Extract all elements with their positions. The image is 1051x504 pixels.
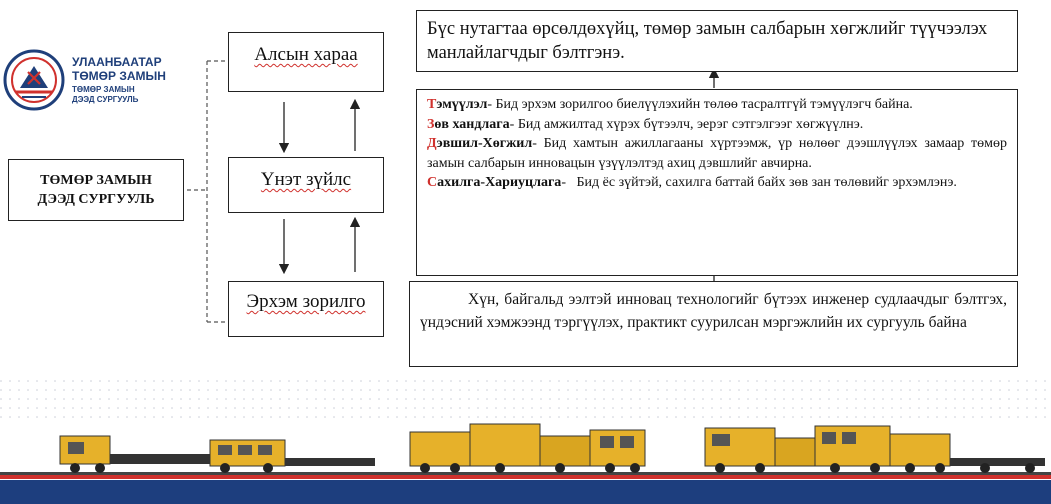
mission-text-box (409, 281, 1018, 367)
train-illustration-icon (0, 414, 1051, 504)
values-box-label: Үнэт зүйлс (260, 169, 352, 190)
logo-sub-line2: ДЭЭД СУРГУУЛЬ (72, 95, 139, 104)
university-line1: ТӨМӨР ЗАМЫН (40, 173, 152, 188)
values-text-box (416, 89, 1018, 276)
value-initial: Д (427, 136, 437, 151)
values-list-item (427, 95, 1007, 115)
value-separator: - (532, 136, 544, 151)
vision-box (228, 32, 384, 92)
value-initial: З (427, 116, 435, 132)
value-term: эмүүлэл (436, 97, 488, 112)
values-list (427, 95, 1007, 193)
values-list-item (427, 134, 1007, 173)
logo-name-line2: ТӨМӨР ЗАМЫН (72, 69, 166, 83)
vision-text-box (416, 10, 1018, 72)
logo-name-line1: УЛААНБААТАР (72, 55, 162, 69)
values-box (228, 157, 384, 213)
university-line2: ДЭЭД СУРГУУЛЬ (37, 192, 155, 207)
mission-text: Хүн, байгальд ээлтэй инновац технологийг бүтээх инженер судлаачдыг бэлтгэх, үндэсний хэмжээнд тэргүүлэх, практикт суурилсан мэргэжлийн их сургууль байна (420, 291, 1007, 331)
value-term: өв хандлага (434, 116, 510, 132)
values-list-item (427, 173, 1007, 193)
value-description: Бид хамтын ажиллагааны хүртээмж, үр нөлөөг дээшлүүлэх замаар төмөр замын салбарын инновацын үзүүлэлтэд ахиц дэвшлийг авчирна. (427, 136, 1007, 171)
logo-sub-line1: ТӨМӨР ЗАМЫН (72, 85, 135, 94)
vision-text: Бүс нутагтаа өрсөлдөхүйц, төмөр замын салбарын хөгжлийг түүчээлэх манлайлагчдыг бэлтгэнэ. (427, 19, 988, 63)
value-separator: - (509, 116, 518, 132)
value-term: эвшил-Хөгжил (436, 136, 533, 151)
value-separator: - (487, 97, 496, 112)
value-initial: С (427, 175, 438, 190)
mission-box (228, 281, 384, 337)
value-description: Бид амжилтад хүрэх бүтээлч, эерэг сэтгэлгээг хөгжүүлнэ. (517, 116, 864, 132)
value-term: ахилга-Хариуцлага (437, 175, 562, 190)
value-separator: - (561, 175, 577, 190)
vision-box-label: Алсын хараа (254, 44, 358, 65)
value-description: Бид ёс зүйтэй, сахилга баттай байх зөв зан төлөвийг эрхэмлэнэ. (576, 175, 957, 190)
value-initial: Т (427, 97, 437, 112)
mission-box-label: Эрхэм зорилго (246, 291, 366, 312)
value-description: Бид эрхэм зорилгоо биелүүлэхийн төлөө тасралтгүй тэмүүлэгч байна. (495, 97, 913, 112)
values-list-item (427, 115, 1007, 135)
